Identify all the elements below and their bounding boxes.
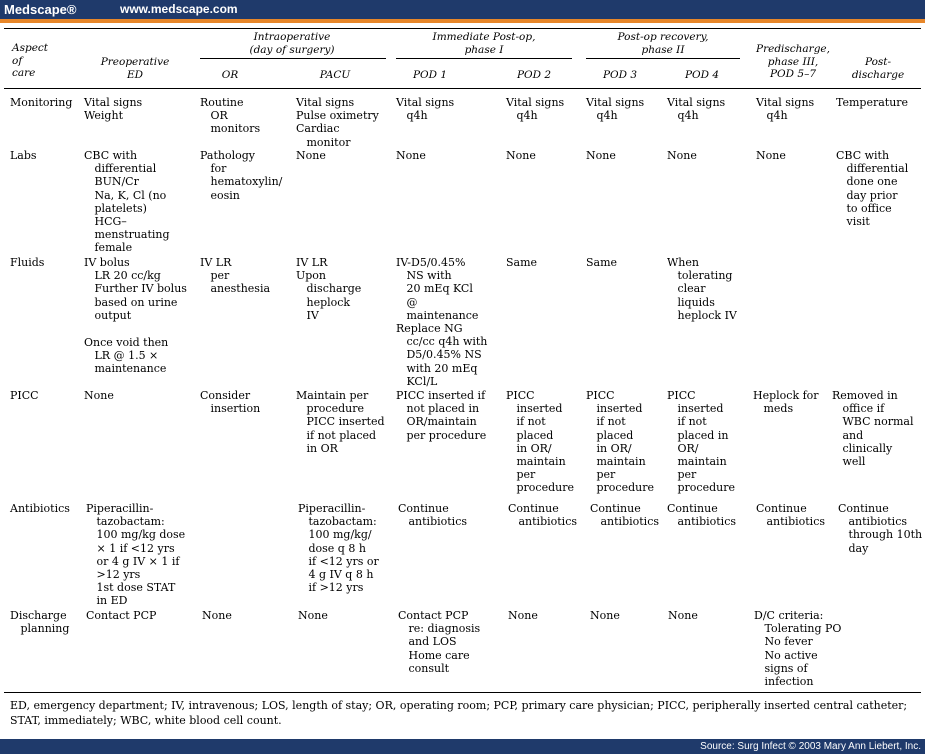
row-discharge-aspect: Discharge planning bbox=[10, 609, 70, 636]
row-picc-or: Consider insertion bbox=[200, 389, 261, 416]
header-pod4: POD 4 bbox=[684, 69, 720, 81]
row-monitoring-or: Routine OR monitors bbox=[200, 96, 261, 136]
header-postop-recovery: Post-op recovery, phase II bbox=[617, 31, 709, 56]
row-antibiotics-predischarge: Continue antibiotics bbox=[756, 502, 825, 529]
row-labs-or: Pathology for hematoxylin/ eosin bbox=[200, 149, 283, 202]
row-picc-pod2: PICC inserted if not placed in OR/ maintain per procedure bbox=[506, 389, 574, 495]
row-fluids-preop-void: Once void then LR @ 1.5 × maintenance bbox=[84, 336, 169, 376]
row-antibiotics-aspect: Antibiotics bbox=[10, 502, 70, 515]
row-picc-pod1: PICC inserted if not placed in OR/maintain per procedure bbox=[396, 389, 487, 442]
header-pacu: PACU bbox=[319, 69, 351, 81]
row-monitoring-pacu: Vital signs Pulse oximetry Cardiac monitor bbox=[296, 96, 379, 149]
row-discharge-pod2: None bbox=[508, 609, 538, 622]
row-labs-pod3: None bbox=[586, 149, 616, 162]
row-monitoring-pod3: Vital signs q4h bbox=[586, 96, 645, 123]
header-preop-ed: Preoperative ED bbox=[100, 56, 170, 81]
site-url[interactable]: www.medscape.com bbox=[120, 2, 238, 16]
row-antibiotics-pod3: Continue antibiotics bbox=[590, 502, 659, 529]
row-fluids-preop: IV bolus LR 20 cc/kg Further IV bolus based on urine output bbox=[84, 256, 187, 322]
row-antibiotics-pod2: Continue antibiotics bbox=[508, 502, 577, 529]
row-labs-predischarge: None bbox=[756, 149, 786, 162]
bottom-banner bbox=[0, 739, 925, 754]
table-top-rule bbox=[4, 28, 921, 29]
medscape-logo[interactable]: Medscape® bbox=[4, 2, 77, 17]
immediate-underline bbox=[396, 58, 572, 59]
row-fluids-pod2: Same bbox=[506, 256, 538, 269]
row-picc-aspect: PICC bbox=[10, 389, 39, 402]
row-labs-pacu: None bbox=[296, 149, 326, 162]
row-monitoring-aspect: Monitoring bbox=[10, 96, 73, 109]
row-fluids-pod3: Same bbox=[586, 256, 618, 269]
intraop-underline bbox=[200, 58, 386, 59]
header-or: OR bbox=[221, 69, 239, 81]
recovery-underline bbox=[586, 58, 740, 59]
row-fluids-or: IV LR per anesthesia bbox=[200, 256, 271, 296]
row-monitoring-pod4: Vital signs q4h bbox=[667, 96, 726, 123]
row-discharge-pod4: None bbox=[668, 609, 698, 622]
row-antibiotics-pod4: Continue antibiotics bbox=[667, 502, 736, 529]
row-labs-pod1: None bbox=[396, 149, 426, 162]
row-antibiotics-preop: Piperacillin- tazobactam: 100 mg/kg dose × 1 if <12 yrs or 4 g IV × 1 if >12 yrs 1st dose STAT in ED bbox=[86, 502, 186, 608]
row-picc-pacu: Maintain per procedure PICC inserted if not placed in OR bbox=[296, 389, 385, 455]
row-picc-predischarge: Heplock for meds bbox=[753, 389, 819, 416]
row-antibiotics-pacu: Piperacillin- tazobactam: 100 mg/kg/ dose q 8 h if <12 yrs or 4 g IV q 8 h if >12 yrs bbox=[298, 502, 379, 595]
header-postdischarge: Post- discharge bbox=[851, 56, 905, 81]
row-antibiotics-postdischarge: Continue antibiotics through 10th day bbox=[838, 502, 923, 555]
row-monitoring-preop: Vital signs Weight bbox=[84, 96, 143, 123]
row-discharge-or: None bbox=[202, 609, 232, 622]
row-discharge-pod1: Contact PCP re: diagnosis and LOS Home care consult bbox=[398, 609, 481, 675]
row-picc-postdischarge: Removed in office if WBC normal and clinically well bbox=[832, 389, 914, 469]
header-predischarge: Predischarge, phase III, POD 5–7 bbox=[756, 43, 830, 80]
row-labs-aspect: Labs bbox=[10, 149, 37, 162]
row-monitoring-predischarge: Vital signs q4h bbox=[756, 96, 815, 123]
header-bottom-rule bbox=[4, 88, 921, 89]
header-intraoperative: Intraoperative (day of surgery) bbox=[249, 31, 335, 56]
table-bottom-rule bbox=[4, 692, 921, 693]
header-pod1: POD 1 bbox=[412, 69, 448, 81]
row-labs-pod2: None bbox=[506, 149, 536, 162]
row-fluids-pod1: IV-D5/0.45% NS with 20 mEq KCl @ maintenance Replace NG cc/cc q4h with D5/0.45% NS with 20 mEq KCl/L bbox=[396, 256, 488, 388]
header-aspect: Aspect of care bbox=[12, 42, 49, 79]
row-antibiotics-pod1: Continue antibiotics bbox=[398, 502, 467, 529]
row-picc-pod3: PICC inserted if not placed in OR/ maintain per procedure bbox=[586, 389, 654, 495]
row-discharge-preop: Contact PCP bbox=[86, 609, 157, 622]
header-pod2: POD 2 bbox=[516, 69, 552, 81]
row-monitoring-pod1: Vital signs q4h bbox=[396, 96, 455, 123]
row-picc-preop: None bbox=[84, 389, 114, 402]
row-monitoring-postdischarge: Temperature bbox=[836, 96, 909, 109]
table-footnote: ED, emergency department; IV, intravenous; LOS, length of stay; OR, operating room; PCP, primary care physician; PICC, peripherally inserted central catheter; STAT, immediately; WBC, white blood cell count. bbox=[10, 699, 908, 727]
top-banner bbox=[0, 0, 925, 19]
header-immediate-postop: Immediate Post-op, phase I bbox=[432, 31, 536, 56]
source-credit: Source: Surg Infect © 2003 Mary Ann Liebert, Inc. bbox=[700, 741, 921, 752]
row-discharge-pacu: None bbox=[298, 609, 328, 622]
accent-stripe bbox=[0, 19, 925, 23]
row-labs-preop: CBC with differential BUN/Cr Na, K, Cl (no platelets) HCG– menstruating female bbox=[84, 149, 170, 255]
row-discharge-predischarge: D/C criteria: Tolerating PO No fever No active signs of infection bbox=[754, 609, 842, 689]
header-pod3: POD 3 bbox=[602, 69, 638, 81]
row-labs-postdischarge: CBC with differential done one day prior to office visit bbox=[836, 149, 909, 229]
row-fluids-pacu: IV LR Upon discharge heplock IV bbox=[296, 256, 362, 322]
row-discharge-pod3: None bbox=[590, 609, 620, 622]
row-fluids-pod4: When tolerating clear liquids heplock IV bbox=[667, 256, 737, 322]
row-fluids-aspect: Fluids bbox=[10, 256, 45, 269]
row-picc-pod4: PICC inserted if not placed in OR/ maintain per procedure bbox=[667, 389, 735, 495]
row-labs-pod4: None bbox=[667, 149, 697, 162]
row-monitoring-pod2: Vital signs q4h bbox=[506, 96, 565, 123]
